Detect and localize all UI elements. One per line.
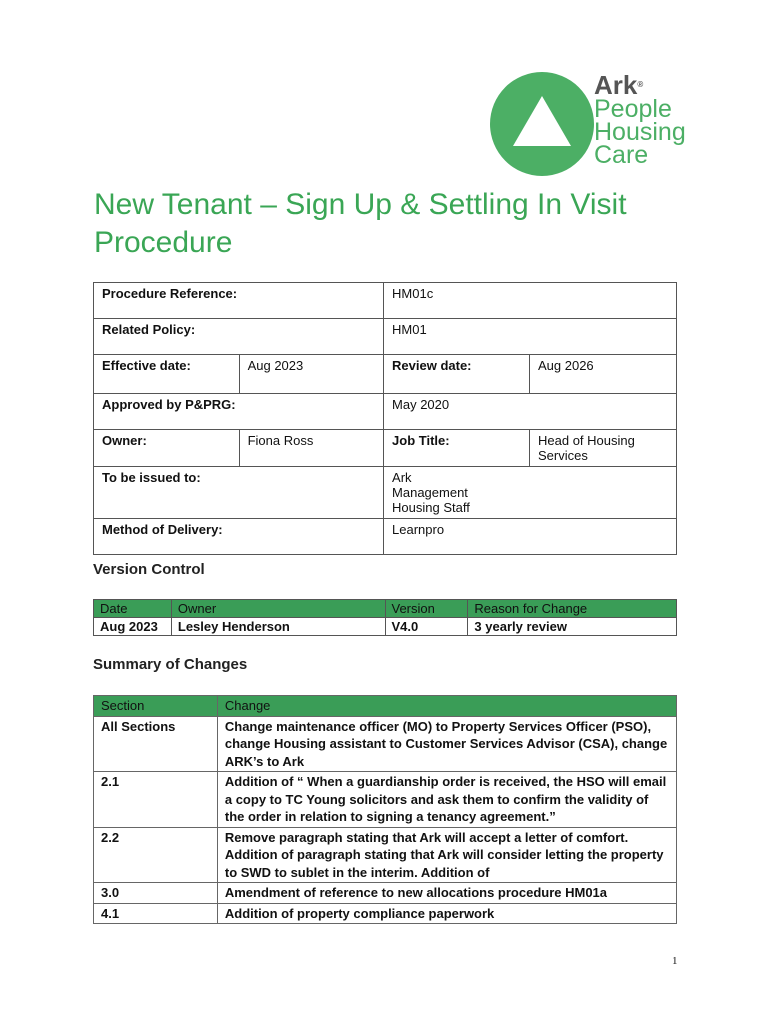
table-row [94,827,677,883]
delivery-method-label: Method of Delivery: [94,519,384,555]
page-title: New Tenant – Sign Up & Settling In Visit Procedure [94,188,627,259]
version-date: Aug 2023 [94,618,172,636]
approved-value: May 2020 [384,394,677,430]
summary-heading: Summary of Changes [93,656,248,673]
section-cell: 2.2 [94,827,218,883]
table-row [94,903,677,924]
related-policy-value: HM01 [384,319,677,355]
delivery-method-value: Learnpro [384,519,677,555]
header-version: Version [385,600,468,618]
version-owner: Lesley Henderson [171,618,385,636]
header-section: Section [94,696,218,717]
triangle-icon [509,92,575,150]
issued-to-label: To be issued to: [94,467,384,519]
change-cell: Addition of “ When a guardianship order is received, the HSO will email a copy to TC Young solicitors and ask them to confirm the validity of the order in relation to signing a tenancy agreement.” [217,772,676,828]
procedure-info-table [93,282,677,555]
summary-of-changes-table [93,695,677,924]
logo-circle [490,72,594,176]
procedure-reference-label: Procedure Reference: [94,283,384,319]
version-control-heading: Version Control [93,561,205,578]
section-cell: All Sections [94,716,218,772]
summary-header-row [94,696,677,717]
header-reason: Reason for Change [468,600,677,618]
version-control-table [93,599,677,636]
job-title-value: Head of Housing Services [530,430,677,467]
related-policy-label: Related Policy: [94,319,384,355]
change-cell: Amendment of reference to new allocations procedure HM01a [217,883,676,904]
effective-date-value: Aug 2023 [239,355,383,394]
header-owner: Owner [171,600,385,618]
section-cell: 4.1 [94,903,218,924]
ark-logo [490,72,700,176]
review-date-value: Aug 2026 [530,355,677,394]
version-reason: 3 yearly review [468,618,677,636]
logo-wordmark: Ark® People Housing Care [594,70,686,169]
change-cell: Addition of property compliance paperwork [217,903,676,924]
owner-value: Fiona Ross [239,430,383,467]
table-row [94,883,677,904]
version-control-row [94,618,677,636]
section-cell: 3.0 [94,883,218,904]
section-cell: 2.1 [94,772,218,828]
effective-date-label: Effective date: [94,355,240,394]
version-number: V4.0 [385,618,468,636]
table-row [94,772,677,828]
review-date-label: Review date: [384,355,530,394]
header-date: Date [94,600,172,618]
change-cell: Remove paragraph stating that Ark will accept a letter of comfort. Addition of paragraph stating that Ark will consider letting the property to SWD to sublet in the interim. Addition of [217,827,676,883]
owner-label: Owner: [94,430,240,467]
procedure-reference-value: HM01c [384,283,677,319]
approved-label: Approved by P&PRG: [94,394,384,430]
job-title-label: Job Title: [384,430,530,467]
header-change: Change [217,696,676,717]
issued-to-value: Ark Management Housing Staff [384,467,677,519]
version-control-header-row [94,600,677,618]
table-row [94,716,677,772]
change-cell: Change maintenance officer (MO) to Property Services Officer (PSO), change Housing assistant to Customer Services Advisor (CSA), change ARK’s to Ark [217,716,676,772]
page-number: 1 [672,955,678,967]
